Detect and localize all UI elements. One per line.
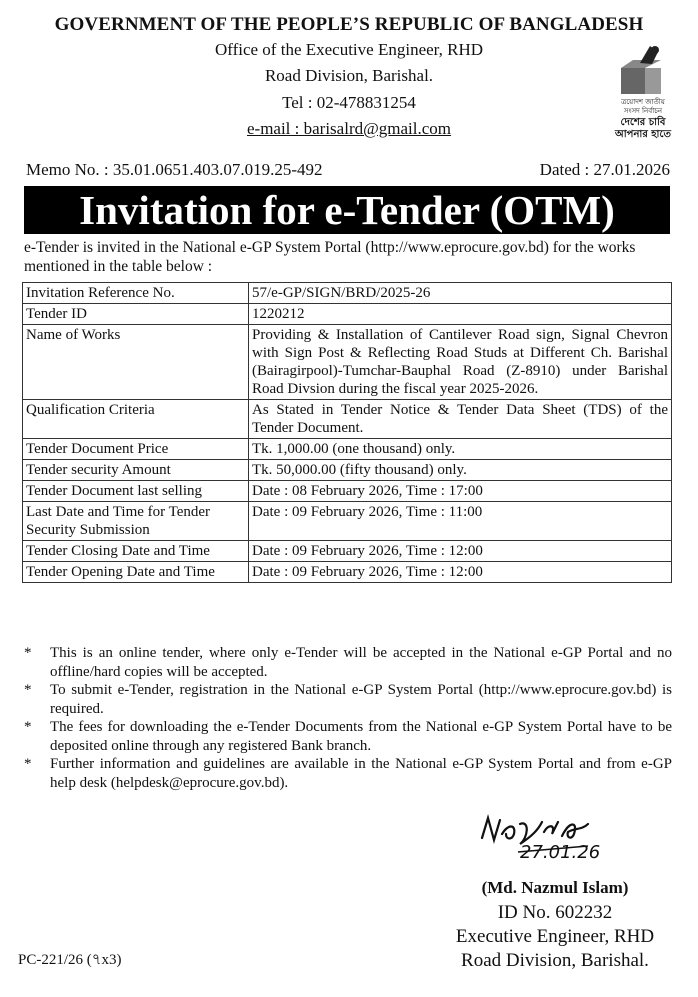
intro-text: e-Tender is invited in the National e-GP System Portal (http://www.eprocure.gov.bd) for the works mentioned in the table below :	[24, 239, 636, 275]
note-text: This is an online tender, where only e-Tender will be accepted in the National e-GP Portal and no offline/hard copies will be accepted.	[50, 645, 672, 680]
signatory-division: Road Division, Barishal.	[461, 950, 649, 971]
row-value: Date : 09 February 2026, Time : 11:00	[249, 502, 672, 541]
row-label: Name of Works	[23, 325, 249, 400]
note-text: To submit e-Tender, registration in the National e-GP System Portal (http://www.eprocure.gov.bd) is required.	[50, 682, 672, 717]
row-label: Tender ID	[23, 304, 249, 325]
table-row	[23, 283, 672, 304]
logo-line1: ত্রয়োদশ জাতীয়	[621, 98, 665, 106]
signatory-designation: Executive Engineer, RHD	[455, 926, 655, 947]
ballot-box-icon	[612, 44, 674, 140]
row-label: Tender Document last selling	[23, 481, 249, 502]
row-value: Date : 09 February 2026, Time : 12:00	[249, 541, 672, 562]
table-row	[23, 541, 672, 562]
logo-line3: দেশের চাবি	[620, 117, 666, 128]
note-bullet: *	[24, 756, 32, 772]
table-row	[23, 304, 672, 325]
row-value: Date : 09 February 2026, Time : 12:00	[249, 562, 672, 583]
signature-date: 27.01.26	[520, 842, 601, 863]
table-row	[23, 562, 672, 583]
notes-list	[24, 644, 672, 792]
note-item	[24, 755, 672, 792]
notice-title: Invitation for e-Tender (OTM)	[24, 186, 670, 234]
row-value: 1220212	[249, 304, 672, 325]
note-bullet: *	[24, 645, 32, 661]
row-label: Tender Document Price	[23, 439, 249, 460]
table-row	[23, 439, 672, 460]
row-label: Tender Closing Date and Time	[23, 541, 249, 562]
row-label: Qualification Criteria	[23, 400, 249, 439]
telephone: Tel : 02-478831254	[282, 93, 416, 112]
logo-line2: সংসদ নির্বাচন	[623, 107, 663, 115]
note-item	[24, 681, 672, 718]
government-title: GOVERNMENT OF THE PEOPLE’S REPUBLIC OF BANGLADESH	[54, 14, 644, 35]
note-item	[24, 718, 672, 755]
row-label: Tender security Amount	[23, 460, 249, 481]
division-name: Road Division, Barishal.	[264, 66, 434, 85]
row-label: Invitation Reference No.	[23, 283, 249, 304]
row-label: Last Date and Time for Tender Security Submission	[23, 502, 249, 541]
table-row	[23, 502, 672, 541]
memo-date: Dated : 27.01.2026	[539, 160, 670, 179]
table-row	[23, 481, 672, 502]
table-row	[23, 325, 672, 400]
row-value: Tk. 1,000.00 (one thousand) only.	[249, 439, 672, 460]
row-label: Tender Opening Date and Time	[23, 562, 249, 583]
office-name: Office of the Executive Engineer, RHD	[214, 40, 484, 59]
table-row	[23, 400, 672, 439]
election-logo	[612, 44, 674, 140]
note-bullet: *	[24, 682, 32, 698]
memo-number: Memo No. : 35.01.0651.403.07.019.25-492	[26, 160, 323, 179]
row-value: Providing & Installation of Cantilever Road sign, Signal Chevron with Sign Post & Reflecting Road Studs at Different Ch. Barishal (Bairagirpool)-Tumchar-Bauphal Road (Z-8910) under Barishal Road Divsion during the fiscal year 2025-2026.	[249, 325, 672, 400]
email-address: e-mail : barisalrd@gmail.com	[246, 119, 451, 138]
publication-code: PC-221/26 (৭x3)	[18, 952, 122, 968]
signatory-id: ID No. 602232	[497, 902, 613, 923]
note-text: The fees for downloading the e-Tender Documents from the National e-GP System Portal have to be deposited online through any registered Bank branch.	[50, 719, 672, 754]
signatory-name: (Md. Nazmul Islam)	[481, 878, 629, 897]
note-text: Further information and guidelines are available in the National e-GP System Portal and from e-GP help desk (helpdesk@eprocure.gov.bd).	[50, 756, 672, 791]
note-bullet: *	[24, 719, 32, 735]
row-value: As Stated in Tender Notice & Tender Data Sheet (TDS) of the Tender Document.	[249, 400, 672, 439]
row-value: Date : 08 February 2026, Time : 17:00	[249, 481, 672, 502]
table-row	[23, 460, 672, 481]
row-value: Tk. 50,000.00 (fifty thousand) only.	[249, 460, 672, 481]
logo-line4: আপনার হাতে	[615, 129, 671, 140]
tender-table	[22, 282, 672, 583]
row-value: 57/e-GP/SIGN/BRD/2025-26	[249, 283, 672, 304]
note-item	[24, 644, 672, 681]
